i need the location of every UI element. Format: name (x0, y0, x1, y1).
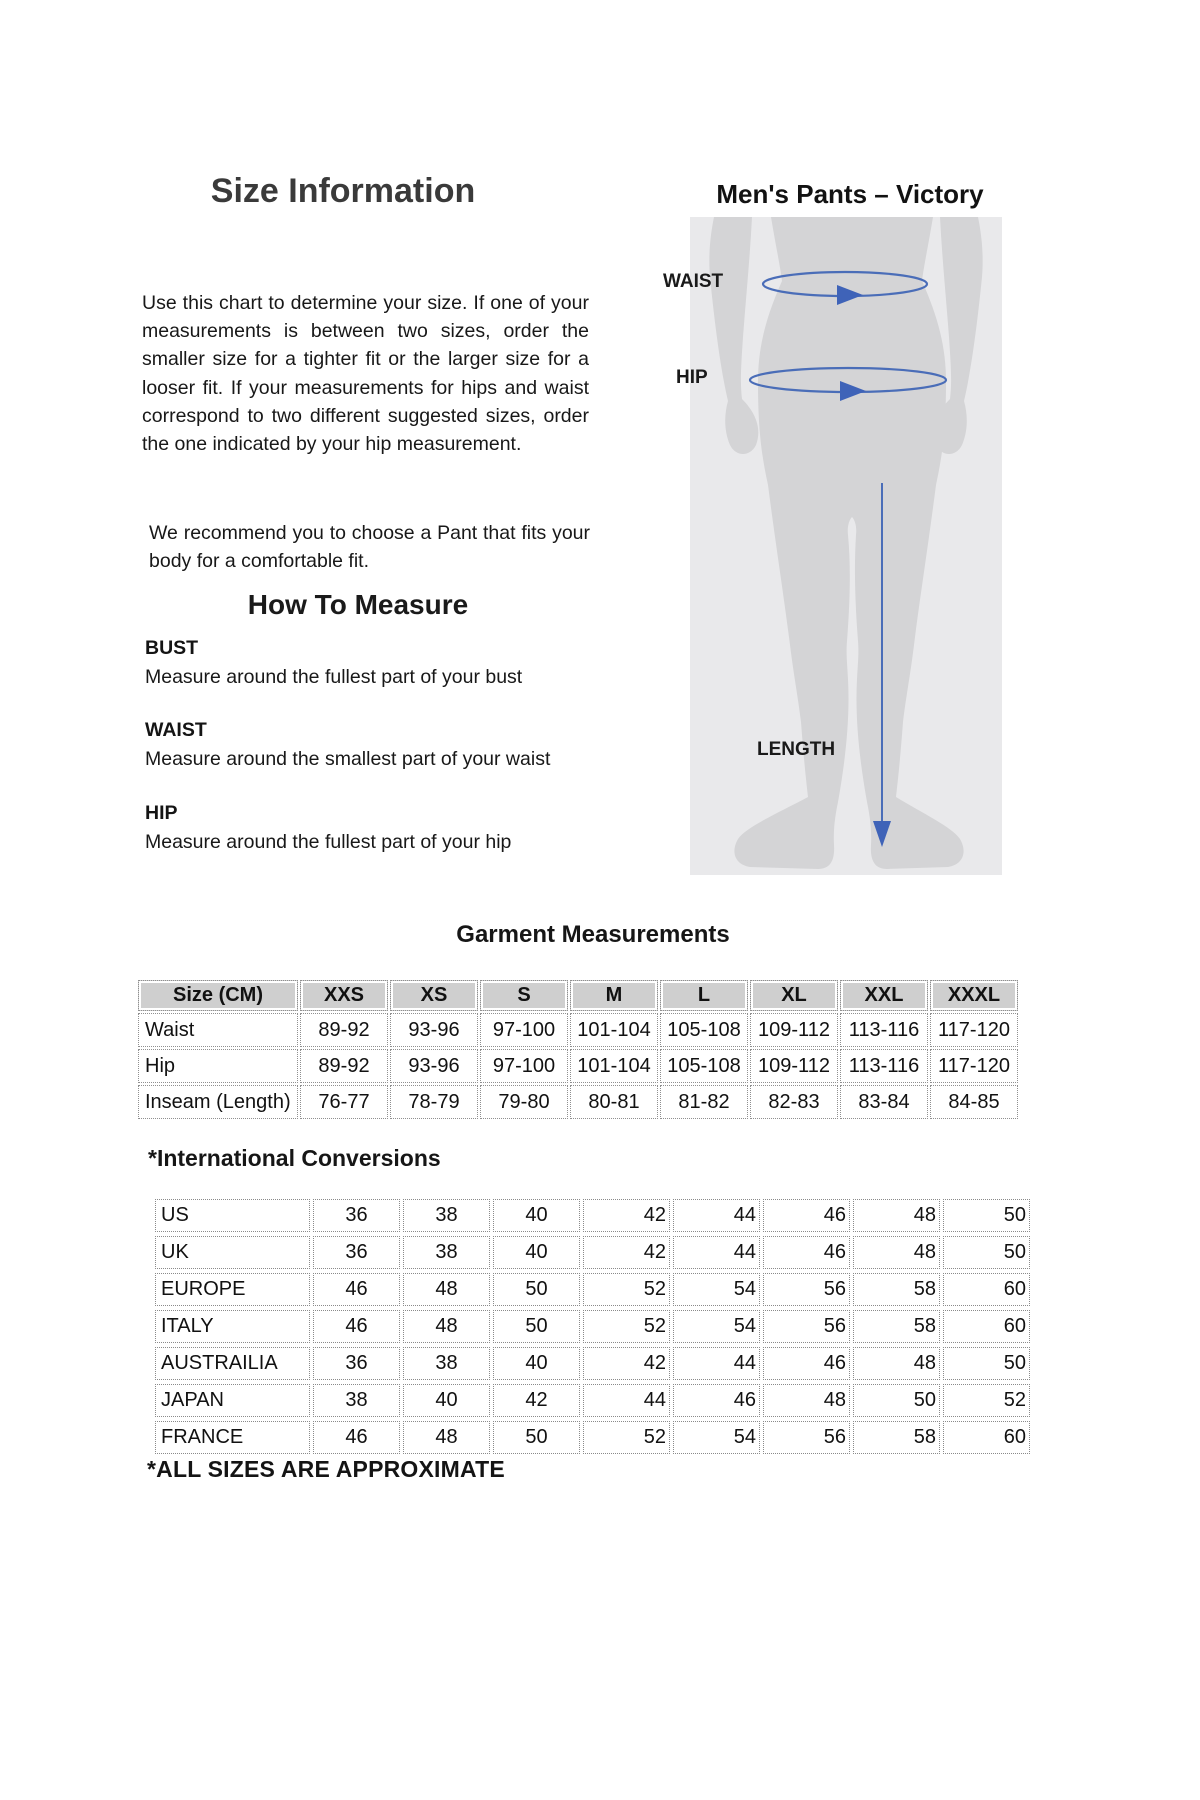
cell: 60 (943, 1310, 1030, 1343)
cell: 76-77 (300, 1085, 388, 1119)
column-header: XXL (840, 980, 928, 1011)
cell: 40 (493, 1236, 580, 1269)
cell: 50 (493, 1310, 580, 1343)
page-title: Size Information (210, 172, 476, 210)
cell: 56 (763, 1421, 850, 1454)
row-label: FRANCE (155, 1421, 310, 1454)
international-conversions-heading: *International Conversions (148, 1145, 441, 1171)
column-header: XXS (300, 980, 388, 1011)
row-label: EUROPE (155, 1273, 310, 1306)
figure-hip-label: HIP (676, 367, 708, 388)
cell: 46 (313, 1310, 400, 1343)
table-row (155, 1199, 1030, 1232)
cell: 113-116 (840, 1013, 928, 1047)
cell: 58 (853, 1421, 940, 1454)
cell: 93-96 (390, 1049, 478, 1083)
cell: 84-85 (930, 1085, 1018, 1119)
cell: 54 (673, 1310, 760, 1343)
cell: 78-79 (390, 1085, 478, 1119)
intro-paragraph: Use this chart to determine your size. If one of your measurements is between two sizes, order the smaller size for a tighter fit or the larger size for a looser fit. If your measurements for hips and waist correspond to two different suggested sizes, order the one indicated by your hip measurement. (142, 292, 589, 456)
column-header: XL (750, 980, 838, 1011)
garment-measurements-table (136, 978, 1020, 1121)
row-label: US (155, 1199, 310, 1232)
cell: 50 (943, 1236, 1030, 1269)
waist-heading: WAIST (145, 719, 207, 741)
table-row (155, 1310, 1030, 1343)
column-header: L (660, 980, 748, 1011)
garment-measurements-heading: Garment Measurements (456, 921, 730, 948)
table-row (155, 1347, 1030, 1380)
cell: 42 (583, 1347, 670, 1380)
cell: 36 (313, 1347, 400, 1380)
row-label: JAPAN (155, 1384, 310, 1417)
cell: 38 (403, 1347, 490, 1380)
cell: 109-112 (750, 1013, 838, 1047)
table-row (138, 1085, 1018, 1119)
garment-table-container (136, 978, 1020, 1121)
cell: 117-120 (930, 1013, 1018, 1047)
cell: 48 (853, 1347, 940, 1380)
cell: 58 (853, 1273, 940, 1306)
row-label: Inseam (Length) (138, 1085, 298, 1119)
cell: 89-92 (300, 1013, 388, 1047)
cell: 46 (313, 1421, 400, 1454)
cell: 97-100 (480, 1049, 568, 1083)
column-header: XXXL (930, 980, 1018, 1011)
row-label: Waist (138, 1013, 298, 1047)
measure-guide-hip (145, 802, 615, 856)
waist-description: Measure around the smallest part of your waist (145, 748, 551, 770)
column-header: Size (CM) (138, 980, 298, 1011)
cell: 117-120 (930, 1049, 1018, 1083)
cell: 50 (853, 1384, 940, 1417)
cell: 46 (313, 1273, 400, 1306)
row-label: ITALY (155, 1310, 310, 1343)
cell: 46 (763, 1347, 850, 1380)
cell: 56 (763, 1310, 850, 1343)
recommendation-paragraph: We recommend you to choose a Pant that fits your body for a comfortable fit. (149, 522, 590, 573)
cell: 40 (493, 1347, 580, 1380)
how-to-measure-heading: How To Measure (247, 589, 469, 620)
table-row (138, 1049, 1018, 1083)
cell: 46 (763, 1199, 850, 1232)
cell: 52 (583, 1310, 670, 1343)
cell: 42 (583, 1199, 670, 1232)
cell: 40 (493, 1199, 580, 1232)
cell: 48 (853, 1199, 940, 1232)
cell: 83-84 (840, 1085, 928, 1119)
cell: 40 (403, 1384, 490, 1417)
figure-waist-label: WAIST (663, 271, 724, 292)
all-sizes-approximate-note: *ALL SIZES ARE APPROXIMATE (147, 1456, 505, 1482)
row-label: UK (155, 1236, 310, 1269)
cell: 101-104 (570, 1013, 658, 1047)
international-conversions-table (152, 1195, 1033, 1458)
cell: 48 (403, 1310, 490, 1343)
table-row (155, 1273, 1030, 1306)
column-header: S (480, 980, 568, 1011)
cell: 50 (943, 1347, 1030, 1380)
cell: 81-82 (660, 1085, 748, 1119)
cell: 42 (493, 1384, 580, 1417)
cell: 48 (403, 1273, 490, 1306)
cell: 56 (763, 1273, 850, 1306)
body-measurement-figure (690, 217, 1002, 875)
cell: 52 (583, 1421, 670, 1454)
cell: 38 (313, 1384, 400, 1417)
cell: 105-108 (660, 1013, 748, 1047)
bust-description: Measure around the fullest part of your bust (145, 666, 523, 688)
measure-guide-waist (145, 719, 615, 773)
row-label: Hip (138, 1049, 298, 1083)
cell: 36 (313, 1236, 400, 1269)
cell: 44 (583, 1384, 670, 1417)
cell: 58 (853, 1310, 940, 1343)
hip-description: Measure around the fullest part of your hip (145, 831, 512, 853)
cell: 113-116 (840, 1049, 928, 1083)
cell: 105-108 (660, 1049, 748, 1083)
hip-heading: HIP (145, 802, 178, 824)
figure-length-label: LENGTH (757, 739, 836, 760)
cell: 38 (403, 1236, 490, 1269)
cell: 101-104 (570, 1049, 658, 1083)
cell: 54 (673, 1421, 760, 1454)
cell: 60 (943, 1273, 1030, 1306)
cell: 82-83 (750, 1085, 838, 1119)
cell: 44 (673, 1236, 760, 1269)
cell: 46 (763, 1236, 850, 1269)
measure-guide-bust (145, 637, 615, 691)
cell: 80-81 (570, 1085, 658, 1119)
table-row (155, 1384, 1030, 1417)
cell: 60 (943, 1421, 1030, 1454)
cell: 48 (763, 1384, 850, 1417)
cell: 44 (673, 1199, 760, 1232)
garment-header-row (138, 980, 1018, 1011)
cell: 50 (493, 1273, 580, 1306)
cell: 93-96 (390, 1013, 478, 1047)
body-figure-svg (690, 217, 1002, 875)
bust-heading: BUST (145, 637, 199, 659)
cell: 89-92 (300, 1049, 388, 1083)
cell: 46 (673, 1384, 760, 1417)
cell: 48 (403, 1421, 490, 1454)
table-row (138, 1013, 1018, 1047)
table-row (155, 1236, 1030, 1269)
column-header: XS (390, 980, 478, 1011)
cell: 38 (403, 1199, 490, 1232)
cell: 50 (943, 1199, 1030, 1232)
cell: 42 (583, 1236, 670, 1269)
table-row (155, 1421, 1030, 1454)
cell: 36 (313, 1199, 400, 1232)
conversions-table-container (152, 1195, 1033, 1458)
row-label: AUSTRAILIA (155, 1347, 310, 1380)
cell: 52 (943, 1384, 1030, 1417)
cell: 50 (493, 1421, 580, 1454)
cell: 79-80 (480, 1085, 568, 1119)
cell: 109-112 (750, 1049, 838, 1083)
cell: 48 (853, 1236, 940, 1269)
figure-title: Men's Pants – Victory (716, 179, 984, 209)
cell: 54 (673, 1273, 760, 1306)
cell: 52 (583, 1273, 670, 1306)
cell: 97-100 (480, 1013, 568, 1047)
column-header: M (570, 980, 658, 1011)
cell: 44 (673, 1347, 760, 1380)
